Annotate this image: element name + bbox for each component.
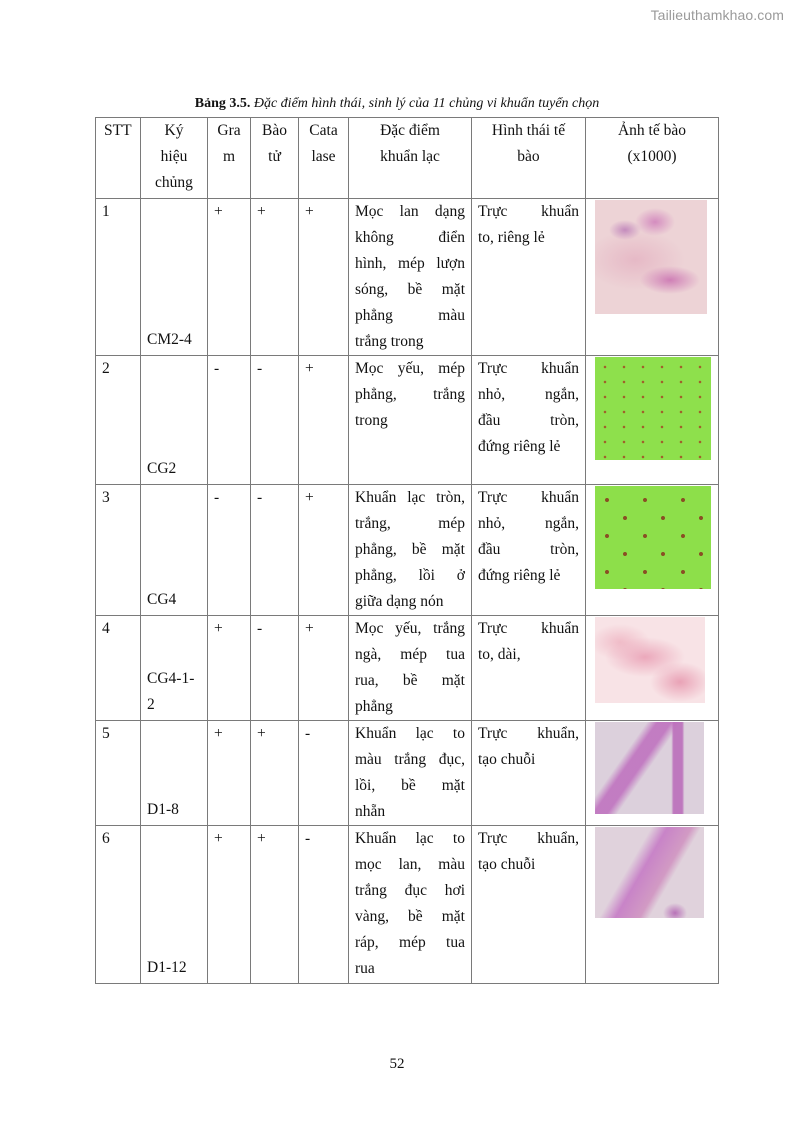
cell-strain-code: D1-12 bbox=[141, 826, 208, 984]
cell-colony: Khuẩn lạc tròn, trắng, mép phẳng, bề mặt phẳng, lồi ở giữa dạng nón bbox=[349, 485, 472, 616]
cell-gram: + bbox=[208, 616, 251, 721]
cell-strain-code: CG4-1- 2 bbox=[141, 616, 208, 721]
cell-morphology: Trực khuẩn, tạo chuỗi bbox=[472, 826, 586, 984]
header-morphology: Hình thái tế bào bbox=[472, 118, 586, 199]
cell-strain-code: D1-8 bbox=[141, 721, 208, 826]
cell-catalase: + bbox=[299, 356, 349, 485]
header-spore: Bào tử bbox=[251, 118, 299, 199]
cell-morphology: Trực khuẩn, tạo chuỗi bbox=[472, 721, 586, 826]
cell-stt: 3 bbox=[96, 485, 141, 616]
cell-stt: 6 bbox=[96, 826, 141, 984]
cell-image bbox=[586, 199, 719, 356]
cell-gram: + bbox=[208, 721, 251, 826]
cell-spore: + bbox=[251, 721, 299, 826]
micrograph-image bbox=[595, 486, 711, 589]
cell-catalase: + bbox=[299, 485, 349, 616]
cell-image bbox=[586, 485, 719, 616]
cell-colony: Mọc yếu, mép phẳng, trắng trong bbox=[349, 356, 472, 485]
table-row bbox=[96, 356, 719, 485]
cell-colony: Mọc yếu, trắng ngà, mép tua rua, bề mặt phẳng bbox=[349, 616, 472, 721]
cell-gram: + bbox=[208, 199, 251, 356]
header-gram: Gra m bbox=[208, 118, 251, 199]
cell-strain-code: CM2-4 bbox=[141, 199, 208, 356]
cell-morphology: Trực khuẩn to, riêng lẻ bbox=[472, 199, 586, 356]
cell-strain-code: CG4 bbox=[141, 485, 208, 616]
cell-image bbox=[586, 826, 719, 984]
cell-spore: + bbox=[251, 199, 299, 356]
cell-colony: Khuẩn lạc to mọc lan, màu trắng đục hơi vàng, bề mặt ráp, mép tua rua bbox=[349, 826, 472, 984]
table-row bbox=[96, 485, 719, 616]
cell-image bbox=[586, 721, 719, 826]
table-header-row bbox=[96, 118, 719, 199]
cell-spore: - bbox=[251, 356, 299, 485]
header-colony: Đặc điểm khuẩn lạc bbox=[349, 118, 472, 199]
cell-catalase: - bbox=[299, 721, 349, 826]
cell-image bbox=[586, 616, 719, 721]
header-strain-code: Ký hiệu chủng bbox=[141, 118, 208, 199]
watermark: Tailieuthamkhao.com bbox=[650, 7, 784, 23]
table-row bbox=[96, 721, 719, 826]
cell-gram: - bbox=[208, 356, 251, 485]
cell-spore: + bbox=[251, 826, 299, 984]
table-row bbox=[96, 199, 719, 356]
cell-stt: 4 bbox=[96, 616, 141, 721]
cell-catalase: - bbox=[299, 826, 349, 984]
cell-stt: 1 bbox=[96, 199, 141, 356]
micrograph-image bbox=[595, 722, 704, 814]
cell-strain-code: CG2 bbox=[141, 356, 208, 485]
cell-colony: Khuẩn lạc to màu trắng đục, lồi, bề mặt nhẵn bbox=[349, 721, 472, 826]
cell-morphology: Trực khuẩn nhỏ, ngắn, đầu tròn, đứng riêng lẻ bbox=[472, 356, 586, 485]
cell-spore: - bbox=[251, 485, 299, 616]
cell-gram: + bbox=[208, 826, 251, 984]
cell-stt: 5 bbox=[96, 721, 141, 826]
cell-catalase: + bbox=[299, 199, 349, 356]
bacteria-characteristics-table bbox=[95, 117, 719, 984]
micrograph-image bbox=[595, 200, 707, 314]
micrograph-image bbox=[595, 617, 705, 703]
table-row bbox=[96, 826, 719, 984]
table-caption-title: Đặc điểm hình thái, sinh lý của 11 chủng vi khuẩn tuyển chọn bbox=[250, 96, 600, 111]
micrograph-image bbox=[595, 827, 704, 918]
page-number: 52 bbox=[389, 1056, 405, 1072]
header-catalase: Cata lase bbox=[299, 118, 349, 199]
table-row bbox=[96, 616, 719, 721]
cell-morphology: Trực khuẩn nhỏ, ngắn, đầu tròn, đứng riêng lẻ bbox=[472, 485, 586, 616]
table-caption bbox=[0, 96, 794, 112]
cell-catalase: + bbox=[299, 616, 349, 721]
micrograph-image bbox=[595, 357, 711, 460]
cell-gram: - bbox=[208, 485, 251, 616]
cell-spore: - bbox=[251, 616, 299, 721]
cell-colony: Mọc lan dạng không điển hình, mép lượn sóng, bề mặt phẳng màu trắng trong bbox=[349, 199, 472, 356]
cell-morphology: Trực khuẩn to, dài, bbox=[472, 616, 586, 721]
cell-image bbox=[586, 356, 719, 485]
table-caption-label: Bảng 3.5. bbox=[194, 96, 251, 111]
header-cell-image: Ảnh tế bào (x1000) bbox=[586, 118, 719, 199]
cell-stt: 2 bbox=[96, 356, 141, 485]
header-stt: STT bbox=[96, 118, 141, 199]
